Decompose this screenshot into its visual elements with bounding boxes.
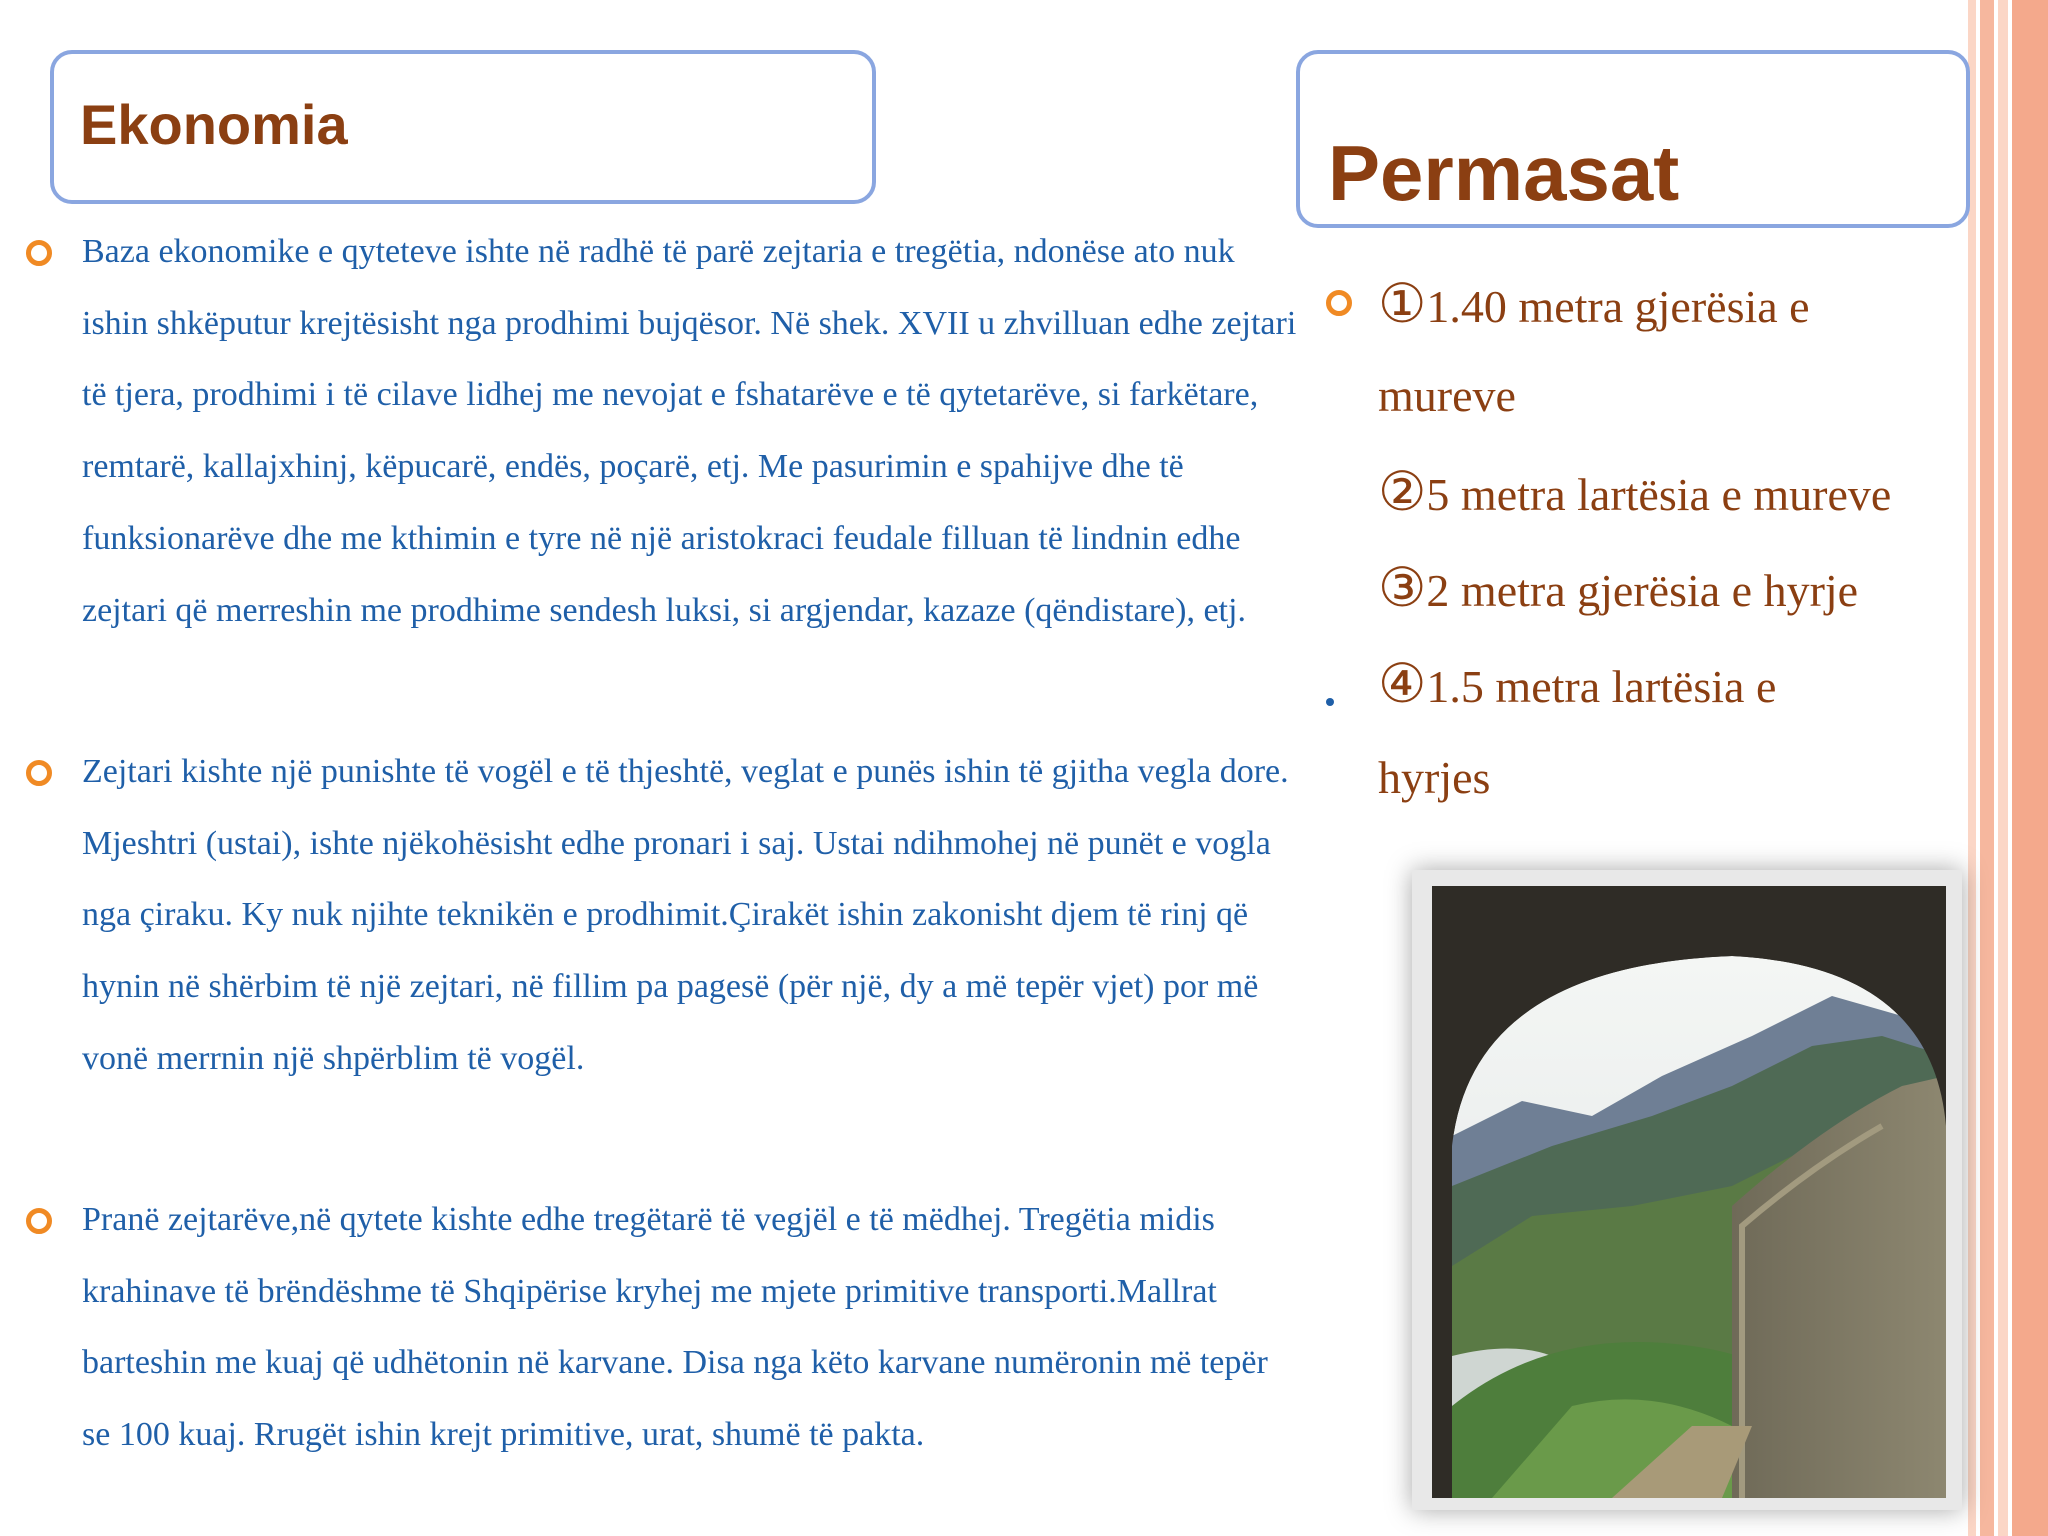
measure-1-text: 1.40 metra gjerësia e [1426, 281, 1810, 332]
measure-4-text-cont: hyrjes [1378, 752, 1491, 803]
measure-1-cont [1378, 348, 1516, 444]
measure-1 [1378, 256, 1810, 355]
measure-2 [1378, 444, 1891, 543]
paragraph-3: Pranë zejtarëve,në qytete kishte edhe tregëtarë të vegjël e të mëdhej. Tregëtia midis krahinave të brëndëshme të Shqipërise kryhej me mjete primitive transporti.Mallrat barteshin me kuaj që udhëtonin në karvane. Disa nga këto karvane numëronin më tepër se 100 kuaj. Rrugët ishin krejt primitive, urat, shumë të pakta. [82, 1201, 1268, 1454]
castle-arch-photo [1432, 886, 1946, 1498]
stray-dot [1326, 698, 1334, 706]
measure-4-text: 1.5 metra lartësia e [1426, 661, 1777, 712]
circle-bullet-icon [26, 240, 52, 266]
paragraph-2: Zejtari kishte një punishte të vogël e të thjeshtë, veglat e punës ishin të gjitha vegla dore. Mjeshtri (ustai), ishte njëkohësisht edhe pronari i saj. Ustai ndihmohej në punët e vogla nga çiraku. Ky nuk njihte teknikën e prodhimit.Çirakët ishin zakonisht djem të rinj që hynin në shërbim të një zejtari, në fillim pa pagesë (për një, dy a më tepër vjet) por më vonë merrnin një shpërblim të vogël. [82, 753, 1289, 1077]
circle-bullet-icon [1326, 290, 1352, 316]
measure-3-text: 2 metra gjerësia e hyrje [1426, 565, 1859, 616]
paragraph-1: Baza ekonomike e qyteteve ishte në radhë të parë zejtaria e tregëtia, ndonëse ato nuk ishin shkëputur krejtësisht nga prodhimi bujqësor. Në shek. XVII u zhvilluan edhe zejtari të tjera, prodhimi i të cilave lidhej me nevojat e fshatarëve e të qytetarëve, si farkëtare, remtarë, kallajxhinj, këpucarë, endës, poçarë, etj. Me pasurimin e spahijve dhe të funksionarëve dhe me kthimin e tyre në një aristokraci feudale filluan të lindnin edhe zejtari që merreshin me prodhime sendesh luksi, si argjendar, kazaze (qëndistare), etj. [82, 233, 1297, 629]
measure-3 [1378, 540, 1858, 639]
measure-1-text-cont: mureve [1378, 370, 1516, 421]
permasat-title: Permasat [1328, 129, 1680, 217]
number-2-icon: ② [1378, 460, 1427, 523]
measure-4-cont [1378, 730, 1490, 826]
number-4-icon: ④ [1378, 652, 1427, 715]
circle-bullet-icon [26, 760, 52, 786]
measure-2-text: 5 metra lartësia e mureve [1426, 469, 1892, 520]
decorative-stripes [1968, 0, 2048, 1536]
measure-4 [1378, 636, 1776, 735]
number-1-icon: ① [1378, 272, 1427, 335]
ekonomia-title: Ekonomia [80, 93, 348, 156]
circle-bullet-icon [26, 1208, 52, 1234]
number-3-icon: ③ [1378, 556, 1427, 619]
